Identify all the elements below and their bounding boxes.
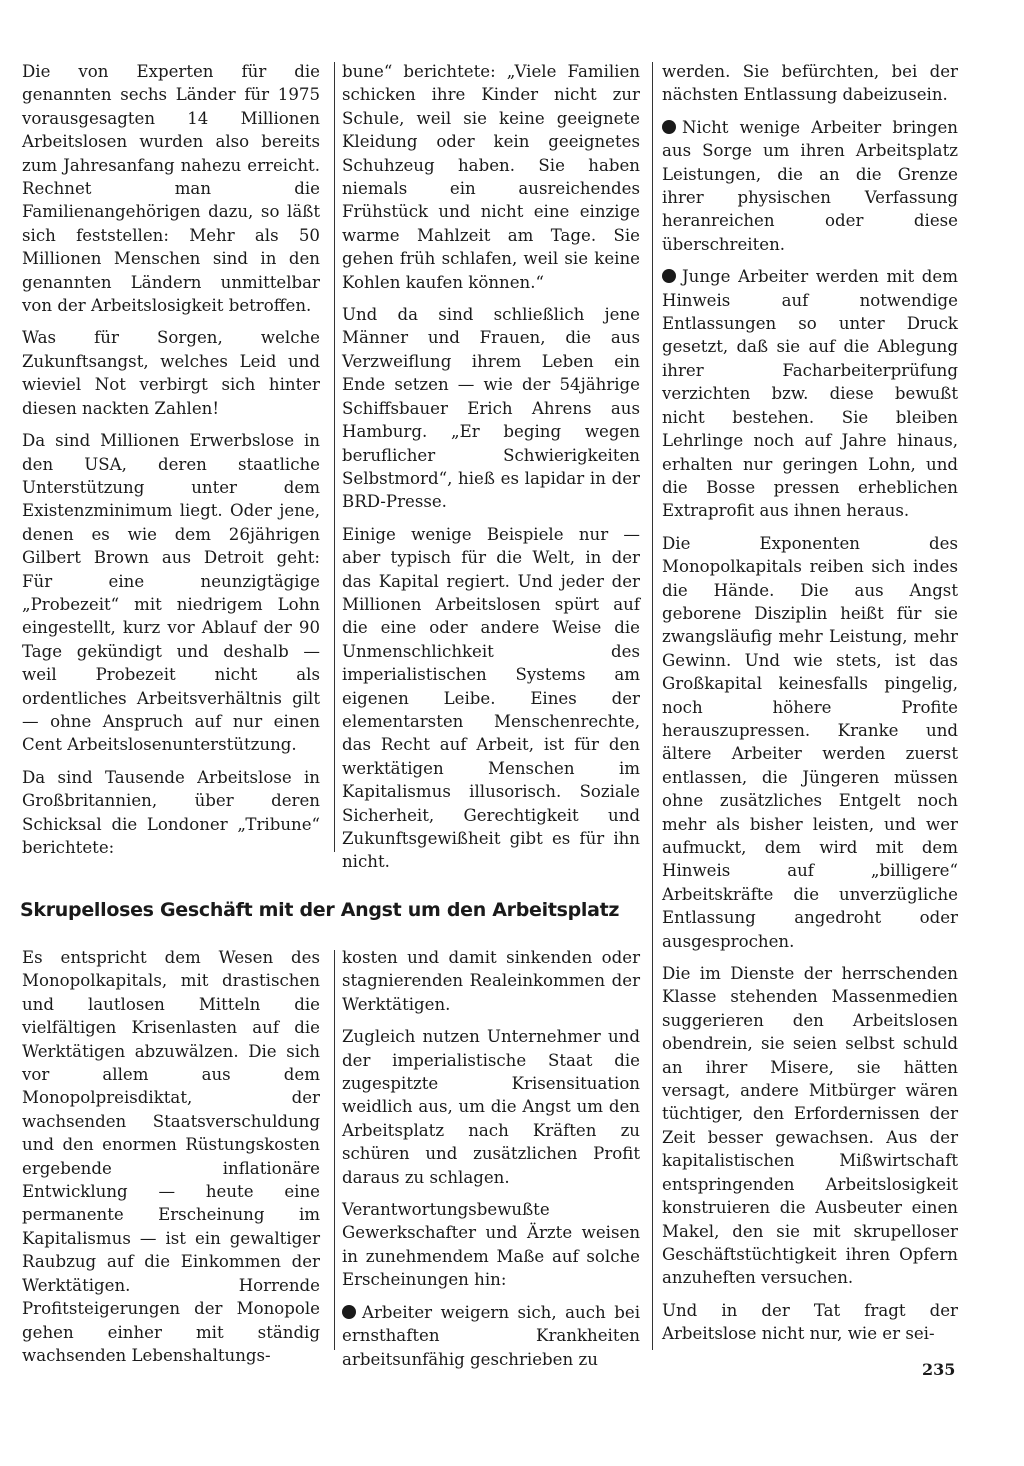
column-divider — [652, 62, 653, 1350]
column-top-middle — [342, 60, 640, 883]
column-divider — [334, 62, 335, 852]
paragraph: werden. Sie befürchten, bei der nächsten Entlassung dabeizusein. — [662, 62, 958, 105]
paragraph: Zugleich nutzen Unternehmer und der imperialistische Staat die zugespitzte Krisensituation weidlich aus, um die Angst um den Arbeitsplatz nach Kräften zu schüren und zusätzlichen Profit daraus zu schlagen. — [342, 1027, 640, 1187]
bullet-paragraph — [662, 265, 958, 522]
bullet-icon — [662, 120, 676, 134]
paragraph: Die im Dienste der herrschenden Klasse stehenden Massenmedien suggerieren den Arbeitslosen obendrein, sie seien selbst schuld an ihrer Misere, sie hätten versagt, andere Mitbürger wären tüchtiger, den Erfordernissen der Zeit besser gewachsen. Aus der kapitalistischen Mißwirtschaft entspringenden Arbeitslosigkeit konstruieren die Ausbeuter einen Makel, den sie mit skrupelloser Geschäftstüchtigkeit ihren Opfern anzuheften versuchen. — [662, 964, 958, 1288]
paragraph: Es entspricht dem Wesen des Monopolkapitals, mit drastischen und lautlosen Mitteln die vielfältigen Krisenlasten auf die Werktätigen abzuwälzen. Die sich vor allem aus dem Monopolpreisdiktat, der wachsenden Staatsverschuldung und den enormen Rüstungskosten ergebende inflationäre Entwicklung — heute eine permanente Erscheinung im Kapitalismus — ist ein gewaltiger Raubzug auf die Einkommen der Werktätigen. Horrende Profitsteigerungen der Monopole gehen einher mit ständig wachsenden Lebenshaltungs- — [22, 948, 320, 1365]
column-bottom-middle — [342, 946, 640, 1380]
bullet-text: Arbeiter weigern sich, auch bei ernsthaften Krankheiten arbeitsunfähig geschrieben zu — [342, 1302, 640, 1369]
bullet-paragraph — [662, 116, 958, 256]
paragraph: Und da sind schließlich jene Männer und Frauen, die aus Verzweiflung ihrem Leben ein Ende setzen — wie der 54jährige Schiffsbauer Erich Ahrens aus Hamburg. „Er beging wegen beruflicher Schwierigkeiten Selbstmord“, hieß es lapidar in der BRD-Presse. — [342, 305, 640, 512]
column-divider — [334, 950, 335, 1350]
paragraph: Einige wenige Beispiele nur — aber typisch für die Welt, in der das Kapital regiert. Und jeder der Millionen Arbeitslosen spürt auf die eine oder andere Weise die Unmenschlichkeit des imperialistischen Systems am eigenen Leibe. Eines der elementarsten Menschenrechte, das Recht auf Arbeit, ist für den werktätigen Menschen im Kapitalismus illusorisch. Soziale Sicherheit, Gerechtigkeit und Zukunftsgewißheit gibt es für ihn nicht. — [342, 524, 640, 872]
column-bottom-left — [22, 946, 320, 1376]
column-top-left — [22, 60, 320, 868]
paragraph: Und in der Tat fragt der Arbeitslose nicht nur, wie er sei- — [662, 1300, 958, 1344]
bullet-icon — [662, 269, 676, 283]
paragraph: Da sind Millionen Erwerbslose in den USA, deren staatliche Unterstützung unter dem Existenzminimum liegt. Oder jene, denen es wie dem 26jährigen Gilbert Brown aus Detroit geht: Für eine neunzigtägige „Probezeit“ mit niedrigem Lohn eingestellt, kurz vor Ablauf der 90 Tage gekündigt und deshalb — weil Probezeit nicht als ordentliches Arbeitsverhältnis gilt — ohne Anspruch auf nur einen Cent Arbeitslosenunterstützung. — [22, 431, 320, 755]
paragraph: Die von Experten für die genannten sechs Länder für 1975 vorausgesagten 14 Millionen Arbeitslosen wurden also bereits zum Jahresanfang nahezu erreicht. Rechnet man die Familienangehörigen dazu, so läßt sich feststellen: Mehr als 50 Millionen Menschen sind in den genannten Ländern unmittelbar von der Arbeitslosigkeit betroffen. — [22, 62, 320, 316]
paragraph: Da sind Tausende Arbeitslose in Großbritannien, über deren Schicksal die Londoner „Tribune“ berichtete: — [22, 767, 320, 857]
bullet-text: Junge Arbeiter werden mit dem Hinweis auf notwendige Entlassungen so unter Druck gesetzt, daß sie auf die Ablegung ihrer Facharbeiterprüfung verzichten bzw. diese bewußt nicht bestehen. Sie bleiben Lehrlinge noch auf Jahre hinaus, erhalten nur geringen Lohn, und die Bosse pressen erheblichen Extraprofit aus ihnen heraus. — [662, 267, 958, 521]
bullet-icon — [342, 1305, 356, 1319]
paragraph: Die Exponenten des Monopolkapitals reiben sich indes die Hände. Die aus Angst geborene Disziplin heißt für sie zwangsläufig mehr Leistung, mehr Gewinn. Und wie stets, ist das Großkapital keinesfalls pingelig, noch höhere Profite herauszupressen. Kranke und ältere Arbeiter werden zuerst entlassen, die Jüngeren müssen ohne zusätzliches Entgelt noch mehr als bisher leisten, und wer aufmuckt, dem wird mit dem Hinweis auf „billigere“ Arbeitskräfte die unverzügliche Entlassung angedroht oder ausgesprochen. — [662, 533, 958, 951]
paragraph: kosten und damit sinkenden oder stagnierenden Realeinkommen der Werktätigen. — [342, 948, 640, 1014]
paragraph: Was für Sorgen, welche Zukunftsangst, welches Leid und wieviel Not verbirgt sich hinter diesen nackten Zahlen! — [22, 328, 320, 418]
bullet-text: Nicht wenige Arbeiter bringen aus Sorge um ihren Arbeitsplatz Leistungen, die an die Grenze ihrer physischen Verfassung heranreichen oder diese überschreiten. — [662, 117, 958, 254]
section-headline: Skrupelloses Geschäft mit der Angst um den Arbeitsplatz — [20, 899, 620, 921]
page-number: 235 — [922, 1360, 956, 1379]
paragraph: bune“ berichtete: „Viele Familien schicken ihre Kinder nicht zur Schule, weil sie keine geeignete Kleidung oder kein geeignetes Schuhzeug haben. Sie haben niemals ein ausreichendes Frühstück und nicht eine einzige warme Mahlzeit am Tage. Sie gehen früh schlafen, weil sie keine Kohlen kaufen können.“ — [342, 62, 640, 292]
column-right — [662, 60, 958, 1355]
bullet-paragraph — [342, 1301, 640, 1371]
paragraph: Verantwortungsbewußte Gewerkschafter und Ärzte weisen in zunehmendem Maße auf solche Erscheinungen hin: — [342, 1200, 640, 1290]
